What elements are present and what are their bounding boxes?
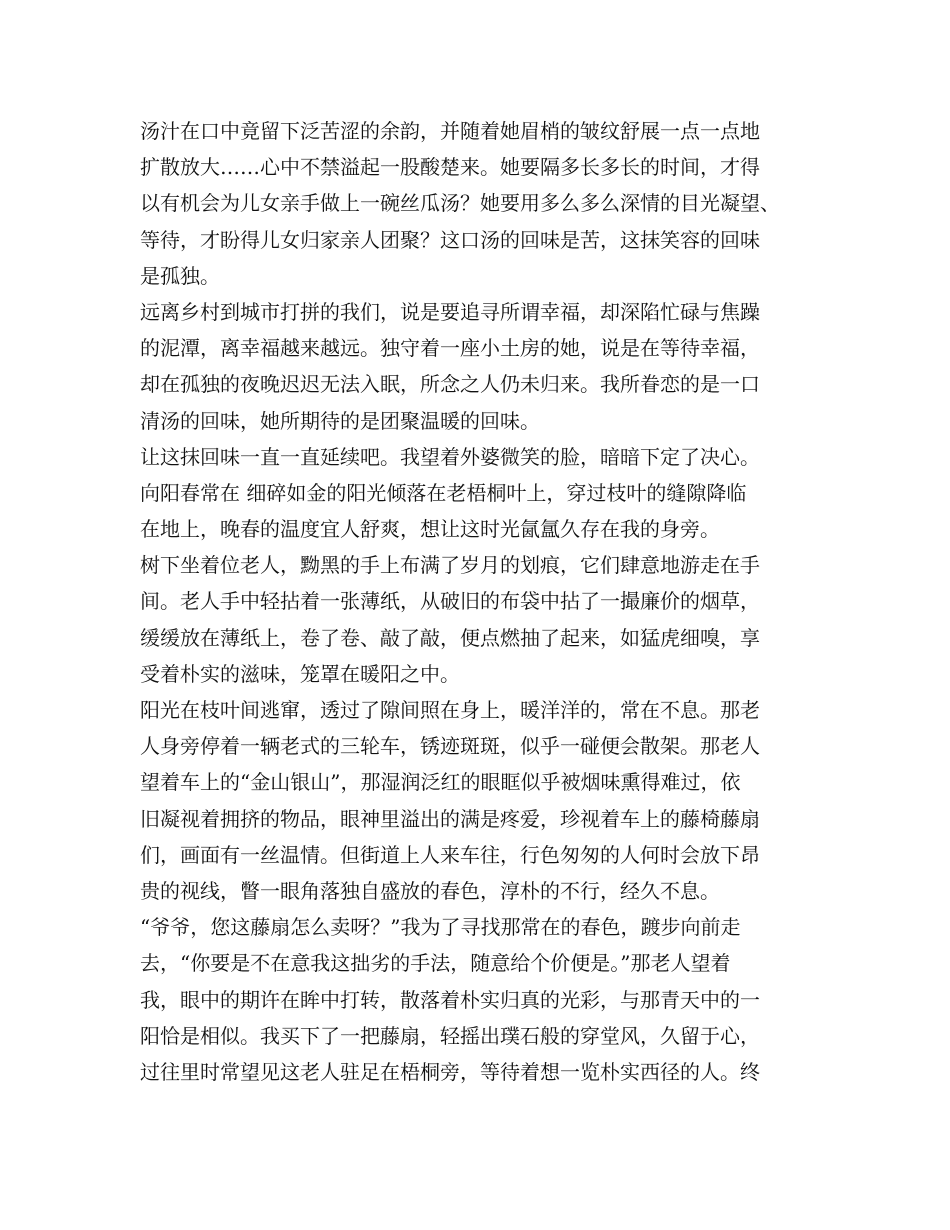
body-text: [140, 113, 840, 1090]
text-line: 阳光在枝叶间逃窜，透过了隙间照在身上，暖洋洋的，常在不息。那老: [140, 698, 760, 722]
text-line: 扩散放大……心中不禁溢起一股酸楚来。她要隔多长多长的时间，才得: [140, 155, 760, 180]
text-line: 汤汁在口中竟留下泛苦涩的余韵，并随着她眉梢的皱纹舒展一点一点地: [140, 119, 760, 143]
text-line: 去，“你要是不在意我这拙劣的手法，随意给个价便是。”那老人望着: [140, 951, 731, 976]
text-line: 让这抹回味一直一直延续吧。我望着外婆微笑的脸，暗暗下定了决心。: [140, 444, 760, 469]
text-line: 以有机会为儿女亲手做上一碗丝瓜汤？她要用多么多么深情的目光凝望、: [140, 191, 780, 216]
text-line: 等待，才盼得儿女归家亲人团聚？这口汤的回味是苦，这抹笑容的回味: [140, 227, 760, 252]
text-line: 的泥潭，离幸福越来越远。独守着一座小土房的她，说是在等待幸福，: [140, 336, 760, 361]
text-line: 阳恰是相似。我买下了一把藤扇，轻摇出璞石般的穿堂风，久留于心，: [140, 1023, 760, 1048]
text-line: “爷爷，您这藤扇怎么卖呀？”我为了寻找那常在的春色，踱步向前走: [140, 915, 741, 940]
text-line: 向阳春常在 细碎如金的阳光倾落在老梧桐叶上，穿过枝叶的缝隙降临: [140, 480, 747, 505]
text-line: 受着朴实的滋味，笼罩在暖阳之中。: [140, 661, 460, 686]
text-line: 却在孤独的夜晚迟迟无法入眠，所念之人仍未归来。我所眷恋的是一口: [140, 372, 760, 397]
text-line: 们，画面有一丝温情。但街道上人来车往，行色匆匆的人何时会放下昂: [140, 842, 760, 867]
text-line: 间。老人手中轻拈着一张薄纸，从破旧的布袋中拈了一撮廉价的烟草，: [140, 589, 760, 614]
text-line: 旧凝视着拥挤的物品，眼神里溢出的满是疼爱，珍视着车上的藤椅藤扇: [140, 806, 760, 831]
text-line: 清汤的回味，她所期待的是团聚温暖的回味。: [140, 408, 540, 433]
text-line: 缓缓放在薄纸上，卷了卷、敲了敲，便点燃抽了起来，如猛虎细嗅，享: [140, 625, 760, 650]
text-line: 过往里时常望见这老人驻足在梧桐旁，等待着想一览朴实西径的人。终: [140, 1059, 760, 1084]
text-line: 是孤独。: [140, 263, 220, 288]
text-line: 我，眼中的期许在眸中打转，散落着朴实归真的光彩，与那青天中的一: [140, 987, 760, 1012]
text-line: 远离乡村到城市打拼的我们，说是要追寻所谓幸福，却深陷忙碌与焦躁: [140, 299, 760, 324]
text-line: 树下坐着位老人，黝黑的手上布满了岁月的划痕，它们肆意地游走在手: [140, 553, 760, 578]
text-line: 望着车上的“金山银山”，那湿润泛红的眼眶似乎被烟味熏得难过，依: [140, 770, 741, 795]
text-line: 贵的视线，瞥一眼角落独自盛放的春色，淳朴的不行，经久不息。: [140, 878, 720, 903]
text-line: 人身旁停着一辆老式的三轮车，锈迹斑斑，似乎一碰便会散架。那老人: [140, 734, 760, 759]
text-line: 在地上，晚春的温度宜人舒爽，想让这时光氤氲久存在我的身旁。: [140, 517, 720, 542]
